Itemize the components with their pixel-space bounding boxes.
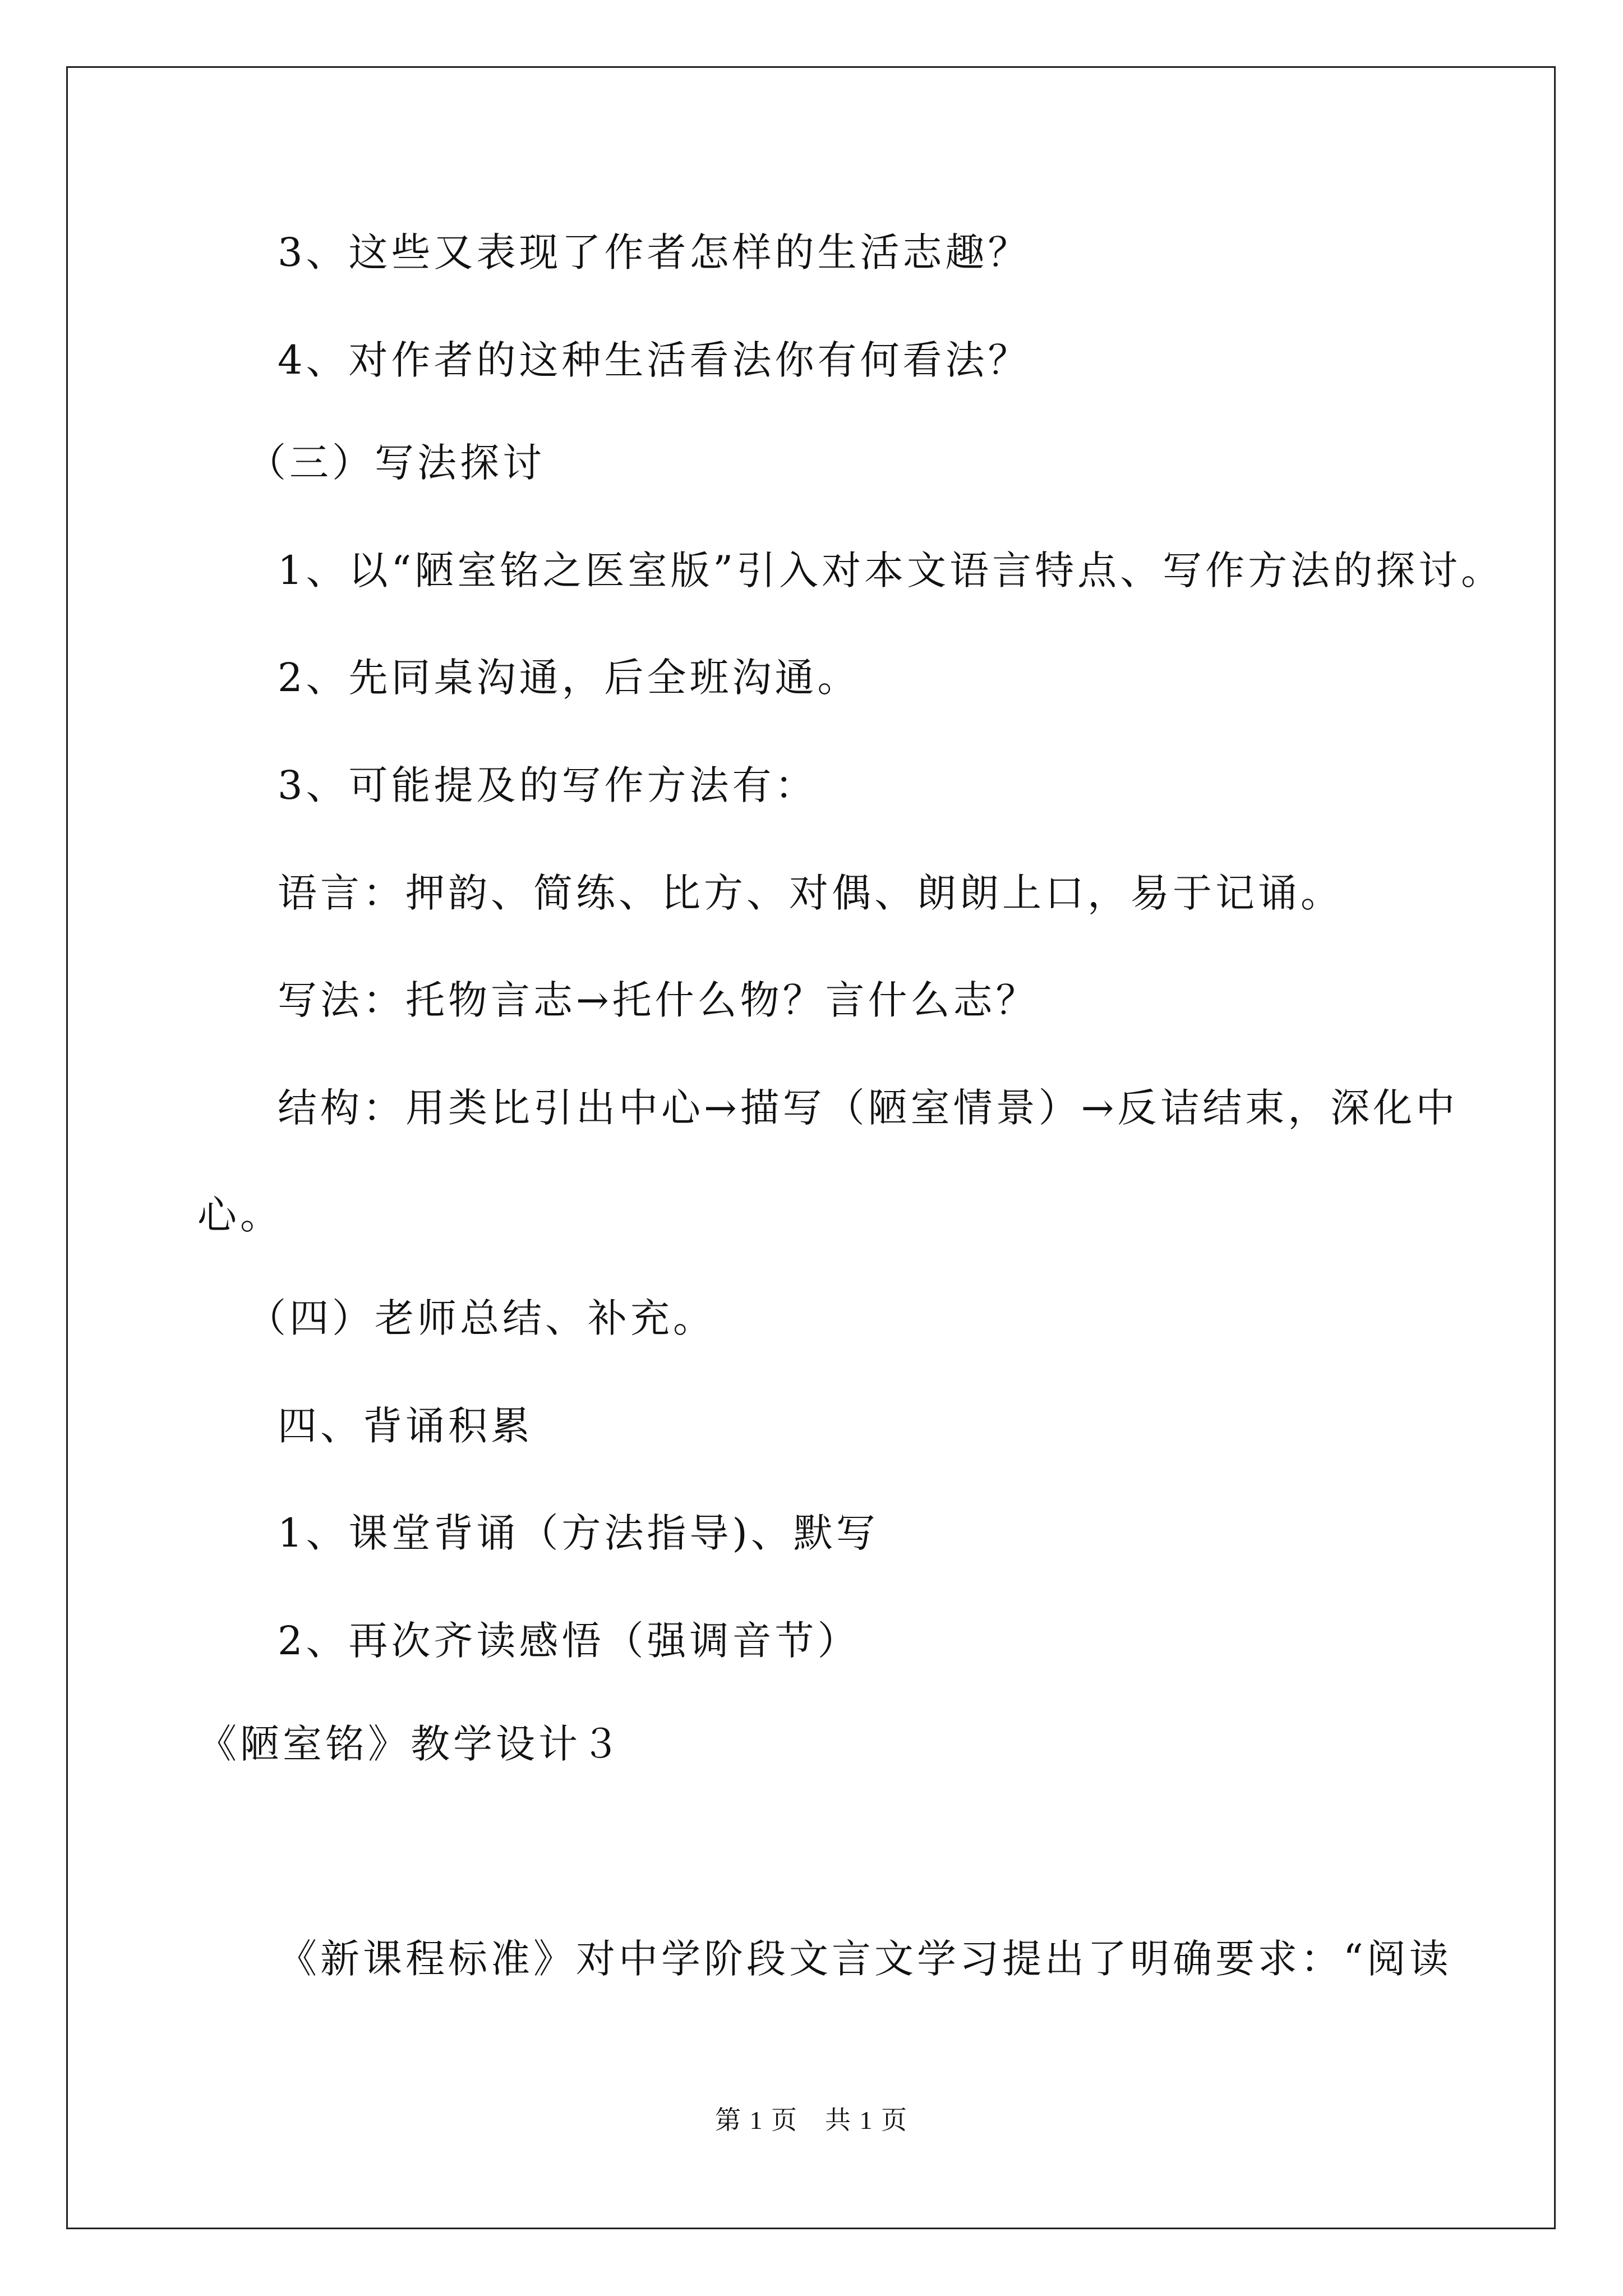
section-heading-four: （四）老师总结、补充。 — [247, 1295, 716, 1341]
paragraph-line-2: 4、对作者的这种生活看法你有何看法？ — [278, 337, 1031, 383]
paragraph-line-6: 3、可能提及的写作方法有： — [278, 762, 818, 808]
section-heading-recite: 四、背诵积累 — [278, 1403, 533, 1449]
section-heading-three: （三）写法探讨 — [247, 440, 545, 486]
paragraph-line-14: 2、再次齐读感悟（强调音节） — [278, 1618, 860, 1664]
paragraph-line-4: 1、以“陋室铭之医室版”引入对本文语言特点、写作方法的探讨。 — [278, 547, 1504, 593]
document-title: 《陋室铭》教学设计３ — [197, 1721, 624, 1767]
paragraph-line-9: 结构：用类比引出中心→描写（陋室情景）→反诘结束，深化中 — [278, 1085, 1459, 1131]
page-footer: 第 1 页 共 1 页 — [715, 2106, 908, 2134]
page-border — [66, 66, 1556, 2229]
paragraph-line-5: 2、先同桌沟通，后全班沟通。 — [278, 655, 860, 701]
paragraph-line-1: 3、这些又表现了作者怎样的生活志趣？ — [278, 229, 1031, 275]
paragraph-line-8: 写法：托物言志→托什么物？言什么志？ — [278, 977, 1039, 1023]
paragraph-line-13: 1、课堂背诵（方法指导)、默写 — [278, 1510, 879, 1556]
paragraph-line-10: 心。 — [197, 1192, 283, 1238]
paragraph-line-7: 语言：押韵、简练、比方、对偶、朗朗上口，易于记诵。 — [278, 870, 1343, 916]
paragraph-line-16: 《新课程标准》对中学阶段文言文学习提出了明确要求：“阅读 — [278, 1936, 1452, 1982]
